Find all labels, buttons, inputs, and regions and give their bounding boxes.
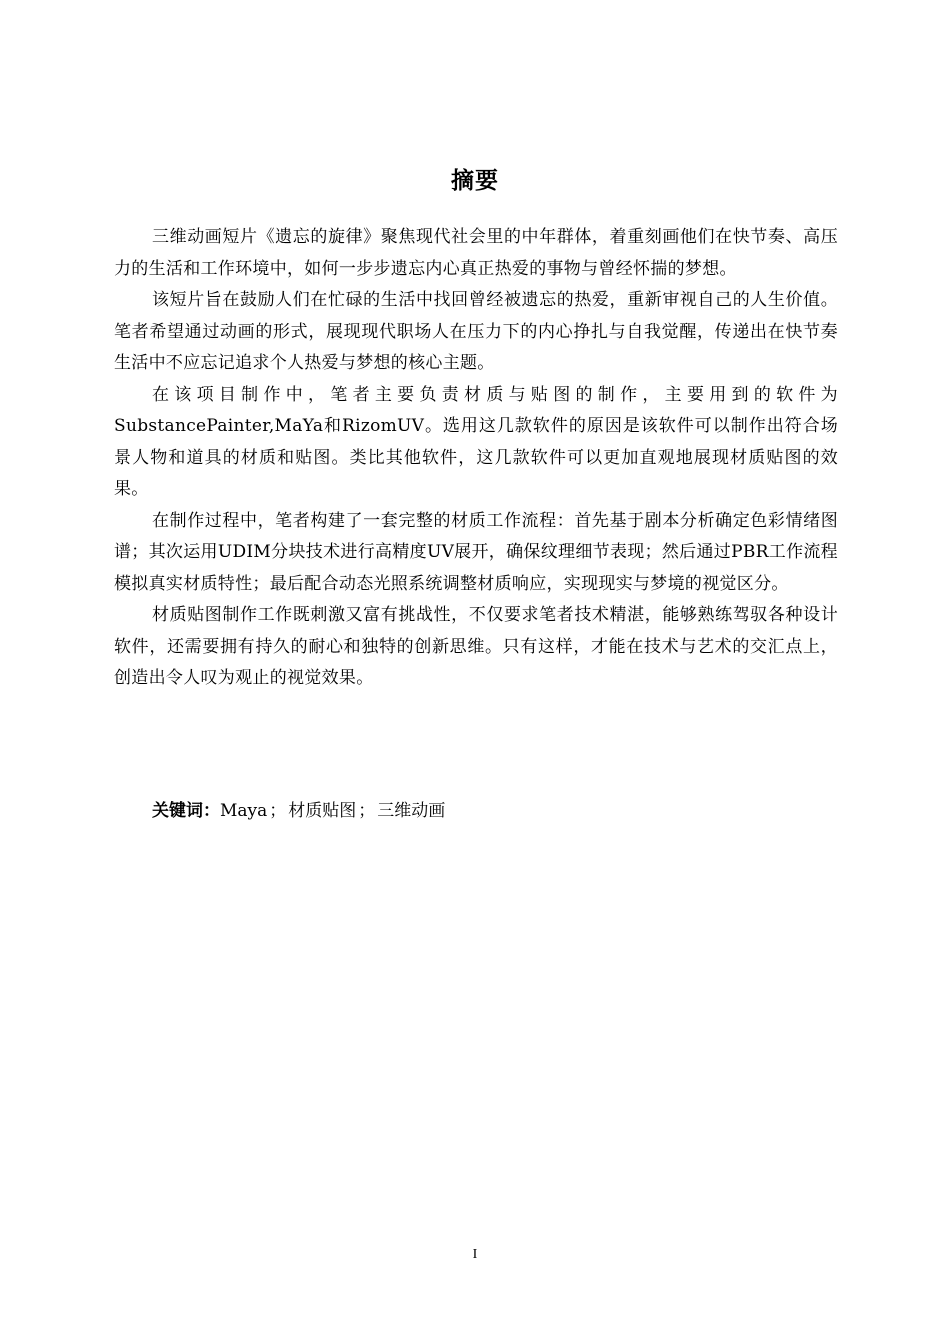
abstract-paragraph-4: 在制作过程中，笔者构建了一套完整的材质工作流程：首先基于剧本分析确定色彩情绪图谱；其次运用UDIM分块技术进行高精度UV展开，确保纹理细节表现；然后通过PBR工作流程模拟真实材质特性；最后配合动态光照系统调整材质响应，实现现实与梦境的视觉区分。	[114, 510, 838, 594]
keyword-separator: ；	[269, 801, 287, 821]
keywords-line	[152, 796, 852, 827]
page-number: I	[472, 1247, 478, 1262]
keyword-item: 三维动画	[377, 801, 446, 821]
abstract-paragraph-5: 材质贴图制作工作既刺激又富有挑战性，不仅要求笔者技术精湛，能够熟练驾驭各种设计软件，还需要拥有持久的耐心和独特的创新思维。只有这样，才能在技术与艺术的交汇点上，创造出令人叹为观止的视觉效果。	[114, 605, 838, 688]
abstract-paragraph-2: 该短片旨在鼓励人们在忙碌的生活中找回曾经被遗忘的热爱，重新审视自己的人生价值。笔者希望通过动画的形式，展现现代职场人在压力下的内心挣扎与自我觉醒，传递出在快节奏生活中不应忘记追求个人热爱与梦想的核心主题。	[114, 290, 838, 373]
abstract-paragraph-1: 三维动画短片《遗忘的旋律》聚焦现代社会里的中年群体，着重刻画他们在快节奏、高压力的生活和工作环境中，如何一步步遗忘内心真正热爱的事物与曾经怀揣的梦想。	[114, 227, 838, 279]
keyword-separator: ；	[358, 801, 376, 821]
keyword-item: 材质贴图	[288, 801, 357, 821]
abstract-body	[114, 222, 838, 695]
abstract-paragraph-3: 在该项目制作中，笔者主要负责材质与贴图的制作，主要用到的软件为SubstancePainter,MaYa和RizomUV。选用这几款软件的原因是该软件可以制作出符合场景人物和道具的材质和贴图。类比其他软件，这几款软件可以更加直观地展现材质贴图的效果。	[114, 384, 838, 499]
abstract-title: 摘要	[451, 168, 499, 194]
keyword-item: Maya	[220, 801, 268, 821]
keywords-label: 关键词：	[152, 801, 220, 821]
